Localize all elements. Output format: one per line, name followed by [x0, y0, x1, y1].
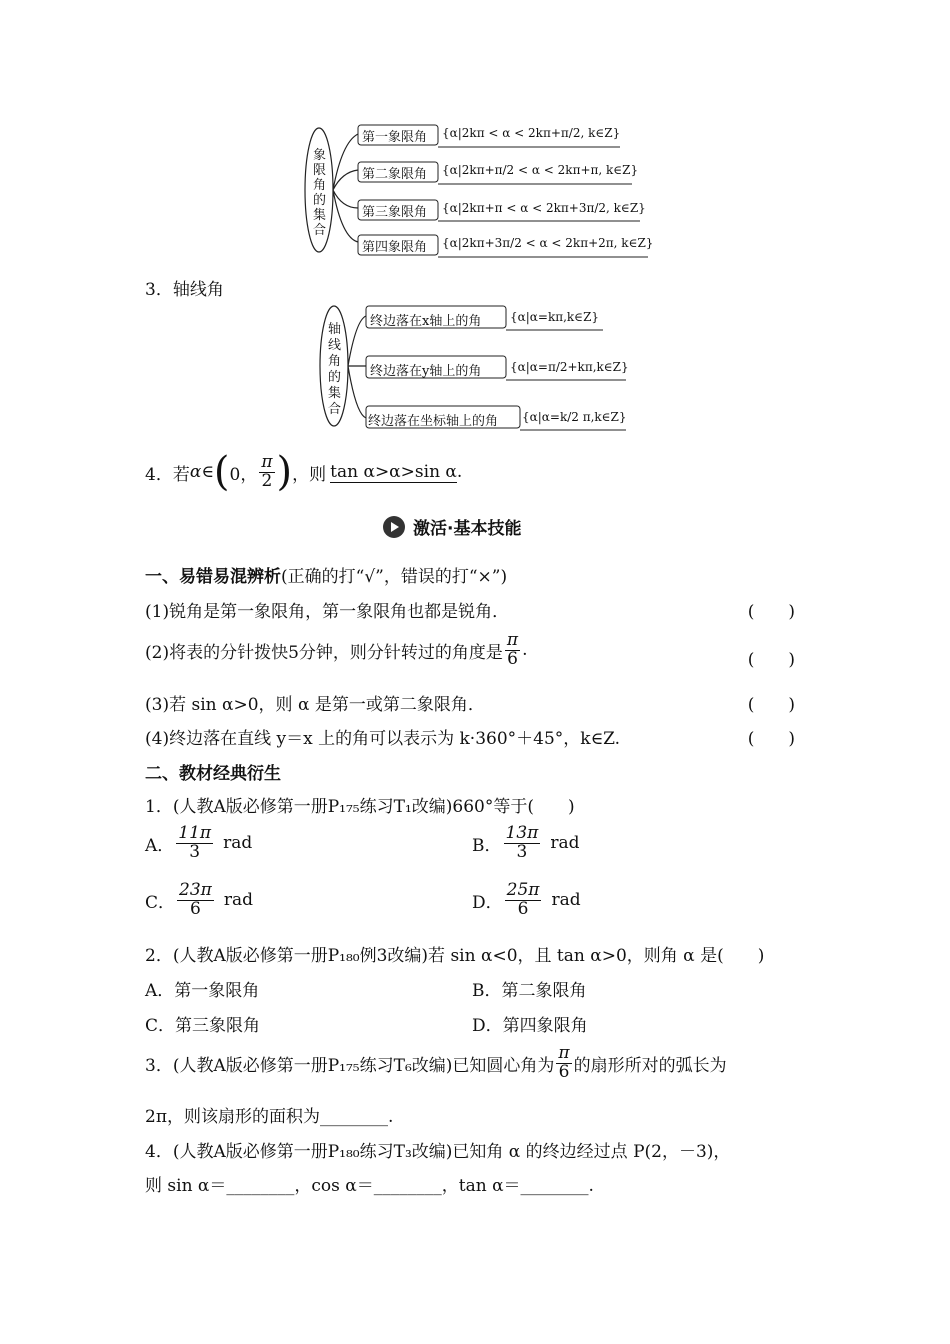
axis-set-3: {α|α=k/2 π,k∈Z}	[522, 410, 627, 424]
axis-item-3: 终边落在坐标轴上的角	[368, 414, 499, 429]
q4-line2: 则 sin α＝________，cos α＝________，tan α＝________.	[145, 1176, 594, 1196]
play-icon	[383, 516, 405, 538]
q3-line2: 2π，则该扇形的面积为________.	[145, 1107, 394, 1127]
q2-option-d[interactable]: D．第四象限角	[472, 1016, 588, 1036]
q2-option-a[interactable]: A．第一象限角	[145, 981, 260, 1001]
part2-heading: 二、教材经典衍生	[145, 764, 281, 784]
q4-line1: 4．(人教A版必修第一册P₁₈₀练习T₃改编)已知角 α 的终边经过点 P(2，－3)，	[145, 1142, 731, 1162]
quadrant-item-3: 第三象限角	[362, 205, 428, 220]
q2-option-b[interactable]: B．第二象限角	[472, 981, 587, 1001]
quadrant-set-2: {α|2kπ+π/2 < α < 2kπ+π, k∈Z}	[442, 163, 639, 177]
q1-option-c[interactable]: C． $\frac{23\pi}{6}$ rad	[145, 880, 253, 919]
q1-stem: 1．(人教A版必修第一册P₁₇₅练习T₁改编)660°等于( )	[145, 797, 575, 817]
quadrant-set-4: {α|2kπ+3π/2 < α < 2kπ+2π, k∈Z}	[442, 236, 654, 250]
answer-paren-1[interactable]: ( )	[747, 602, 795, 622]
quadrant-diagram-title: 象限角的集合	[313, 148, 327, 238]
axis-item-1: 终边落在x轴上的角	[370, 314, 482, 329]
q1-option-b[interactable]: B． $\frac{13\pi}{3}$ rad	[472, 823, 580, 862]
item-4: 4．若 α ∈ ( 0， $\frac{\pi}{2}$ ) ，则 tan α>α>sin α .	[145, 449, 463, 495]
q2-option-c[interactable]: C．第三象限角	[145, 1016, 261, 1036]
activate-title: 激活·基本技能	[383, 514, 521, 539]
axis-item-2: 终边落在y轴上的角	[370, 364, 482, 379]
answer-paren-4[interactable]: ( )	[747, 729, 795, 749]
judge-3: (3)若 sin α>0，则 α 是第一或第二象限角．	[145, 695, 485, 715]
axis-set-2: {α|α=π/2+kπ,k∈Z}	[510, 360, 629, 374]
part1-heading: 一、易错易混辨析(正确的打“√”，错误的打“×”)	[145, 567, 508, 587]
answer-paren-2[interactable]: ( )	[747, 650, 795, 670]
q1-option-a[interactable]: A． $\frac{11\pi}{3}$ rad	[145, 823, 253, 862]
q1-option-d[interactable]: D． $\frac{25\pi}{6}$ rad	[472, 880, 581, 919]
q2-stem: 2．(人教A版必修第一册P₁₈₀例3改编)若 sin α<0，且 tan α>0，则角 α 是( )	[145, 946, 765, 966]
q3-line1: 3．(人教A版必修第一册P₁₇₅练习T₆改编)已知圆心角为 $\frac{\pi}{6}$ 的扇形所对的弧长为	[145, 1043, 727, 1082]
judge-1: (1)锐角是第一象限角，第一象限角也都是锐角．	[145, 602, 510, 622]
judge-2: (2)将表的分针拨快5分钟，则分针转过的角度是 $\frac{\pi}{6}$ .	[145, 630, 528, 669]
quadrant-item-2: 第二象限角	[362, 167, 428, 182]
section-3-heading: 3．轴线角	[145, 280, 224, 300]
quadrant-item-4: 第四象限角	[362, 240, 428, 255]
judge-4: (4)终边落在直线 y＝x 上的角可以表示为 k·360°＋45°，k∈Z.	[145, 729, 621, 749]
axis-diagram-title: 轴线角的集合	[328, 322, 342, 417]
axis-set-1: {α|α=kπ,k∈Z}	[510, 310, 600, 324]
quadrant-set-3: {α|2kπ+π < α < 2kπ+3π/2, k∈Z}	[442, 201, 646, 215]
quadrant-item-1: 第一象限角	[362, 130, 428, 145]
quadrant-set-1: {α|2kπ < α < 2kπ+π/2, k∈Z}	[442, 126, 621, 140]
answer-paren-3[interactable]: ( )	[747, 695, 795, 715]
